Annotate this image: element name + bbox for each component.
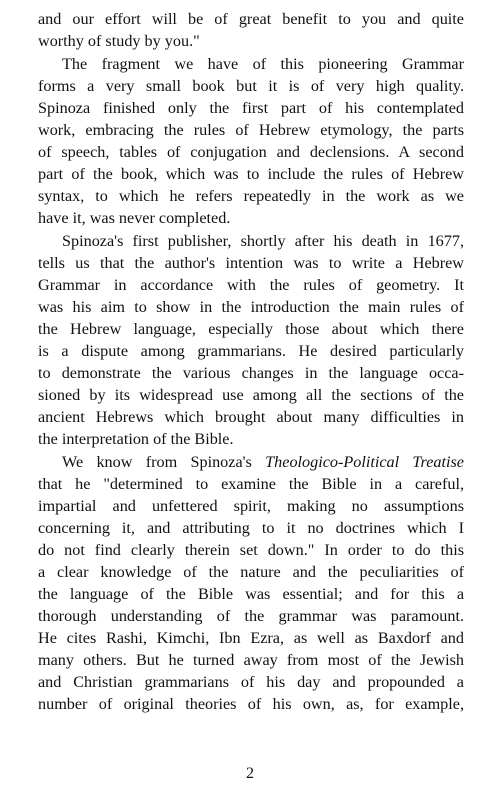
text-line: have it, was never completed. <box>38 209 231 227</box>
text-line: number of original theories of his own, as, for example, <box>38 695 464 713</box>
text-line: tells us that the author's intention was to write a Hebrew <box>38 254 464 272</box>
text-line: was his aim to show in the introduction the main rules of <box>38 298 464 316</box>
text-line: syntax, to which he refers repeatedly in the work as we <box>38 187 464 205</box>
text-line: thorough understanding of the grammar was paramount. <box>38 607 464 625</box>
page-number: 2 <box>246 765 254 782</box>
book-title: Theologico-Political Treatise <box>265 453 464 471</box>
text-line: Spinoza's first publisher, shortly after his death in 1677, <box>62 232 464 250</box>
text-line: the Hebrew language, especially those about which there <box>38 320 464 338</box>
text-line: sioned by its widespread use among all the sections of the <box>38 386 464 404</box>
text-line: to demonstrate the various changes in the language occa- <box>38 364 464 382</box>
text-line: He cites Rashi, Kimchi, Ibn Ezra, as well as Baxdorf and <box>38 629 464 647</box>
text-line: a clear knowledge of the nature and the peculiarities of <box>38 563 464 581</box>
text-line: worthy of study by you." <box>38 32 200 50</box>
text-line: that he "determined to examine the Bible in a careful, <box>38 475 464 493</box>
text-line: The fragment we have of this pioneering Grammar <box>62 55 464 73</box>
text-line <box>62 452 464 473</box>
text-line: concerning it, and attributing to it no doctrines which I <box>38 519 464 537</box>
text-line: of speech, tables of conjugation and declensions. A second <box>38 143 464 161</box>
text-line: part of the book, which was to include the rules of Hebrew <box>38 165 464 183</box>
text-line: work, embracing the rules of Hebrew etymology, the parts <box>38 121 464 139</box>
text-line: impartial and unfettered spirit, making no assumptions <box>38 497 464 515</box>
text-line: the interpretation of the Bible. <box>38 430 234 448</box>
text-line: ancient Hebrews which brought about many difficulties in <box>38 408 464 426</box>
text-line: many others. But he turned away from most of the Jewish <box>38 651 464 669</box>
text-line: do not find clearly therein set down." In order to do this <box>38 541 464 559</box>
text-line: forms a very small book but it is of very high quality. <box>38 77 464 95</box>
text-line: Spinoza finished only the first part of his contemplated <box>38 99 464 117</box>
text-line: and Christian grammarians of his day and propounded a <box>38 673 464 691</box>
line-prefix: We know from Spinoza's <box>62 453 266 471</box>
text-line: is a dispute among grammarians. He desired particularly <box>38 342 464 360</box>
text-line: Grammar in accordance with the rules of geometry. It <box>38 276 464 294</box>
text-line: the language of the Bible was essential; and for this a <box>38 585 464 603</box>
text-line: and our effort will be of great benefit to you and quite <box>38 10 464 28</box>
